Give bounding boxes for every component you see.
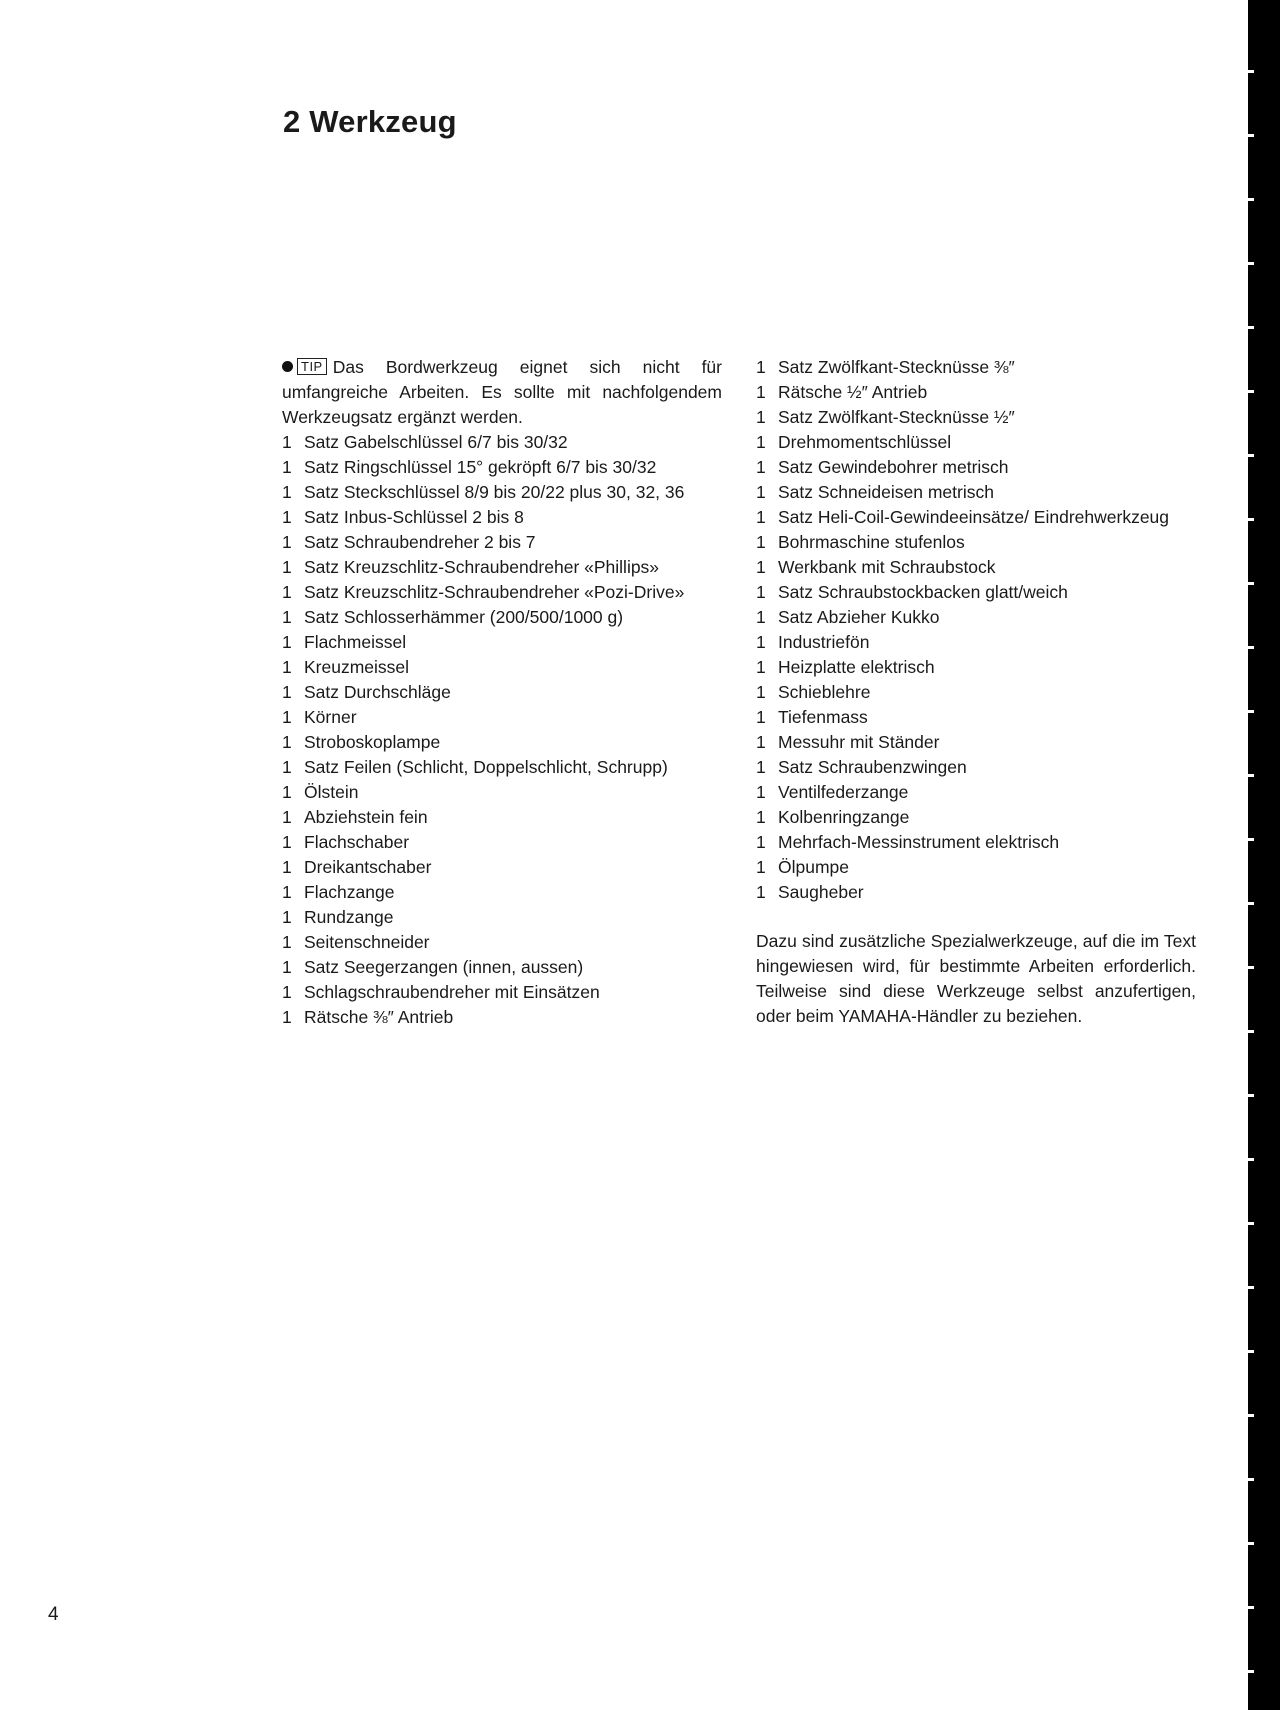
item-quantity: 1 [756, 482, 766, 502]
item-text: Satz Zwölfkant-Stecknüsse ½″ [778, 407, 1015, 427]
item-text: Satz Schraubstockbacken glatt/weich [778, 582, 1068, 602]
edge-tick [1248, 326, 1254, 329]
list-item [756, 730, 1196, 755]
edge-tick [1248, 582, 1254, 585]
item-quantity: 1 [282, 732, 292, 752]
item-quantity: 1 [282, 957, 292, 977]
list-item [282, 955, 722, 980]
item-text: Satz Inbus-Schlüssel 2 bis 8 [304, 507, 524, 527]
list-item [282, 705, 722, 730]
edge-tick [1248, 198, 1254, 201]
list-item [282, 580, 722, 605]
list-item [756, 455, 1196, 480]
edge-tick [1248, 1414, 1254, 1417]
item-quantity: 1 [756, 382, 766, 402]
item-text: Satz Gabelschlüssel 6/7 bis 30/32 [304, 432, 568, 452]
item-quantity: 1 [756, 607, 766, 627]
list-item [756, 880, 1196, 905]
item-text: Rundzange [304, 907, 394, 927]
item-text: Körner [304, 707, 357, 727]
list-item [282, 605, 722, 630]
item-quantity: 1 [756, 507, 766, 527]
item-quantity: 1 [282, 632, 292, 652]
list-item [282, 430, 722, 455]
item-quantity: 1 [282, 432, 292, 452]
item-quantity: 1 [282, 907, 292, 927]
item-quantity: 1 [282, 507, 292, 527]
item-quantity: 1 [756, 832, 766, 852]
edge-tick [1248, 1606, 1254, 1609]
item-quantity: 1 [756, 582, 766, 602]
item-quantity: 1 [756, 682, 766, 702]
edge-tick [1248, 70, 1254, 73]
list-item [756, 805, 1196, 830]
item-quantity: 1 [282, 982, 292, 1002]
item-quantity: 1 [756, 857, 766, 877]
list-item [756, 580, 1196, 605]
list-item [282, 755, 722, 780]
edge-tick [1248, 134, 1254, 137]
item-quantity: 1 [282, 1007, 292, 1027]
item-text: Rätsche ⅜″ Antrieb [304, 1007, 454, 1027]
edge-tick [1248, 1350, 1254, 1353]
edge-tick [1248, 710, 1254, 713]
item-text: Heizplatte elektrisch [778, 657, 935, 677]
edge-tick [1248, 262, 1254, 265]
list-item [282, 880, 722, 905]
edge-tick [1248, 1094, 1254, 1097]
list-item [756, 855, 1196, 880]
list-item [756, 480, 1196, 505]
item-text: Dreikantschaber [304, 857, 432, 877]
item-text: Rätsche ½″ Antrieb [778, 382, 928, 402]
tip-badge: TIP [297, 358, 327, 375]
item-quantity: 1 [756, 457, 766, 477]
item-text: Satz Schraubendreher 2 bis 7 [304, 532, 536, 552]
bullet-icon [282, 361, 293, 372]
tip-paragraph [282, 355, 722, 430]
item-text: Ventilfederzange [778, 782, 909, 802]
list-item [756, 755, 1196, 780]
edge-tick [1248, 518, 1254, 521]
edge-tick [1248, 646, 1254, 649]
tip-text: Das Bordwerkzeug eignet sich nicht für umfangreiche Arbeiten. Es sollte mit nachfolgendem Werkzeugsatz ergänzt werden. [282, 357, 722, 427]
item-text: Satz Durchschläge [304, 682, 451, 702]
item-text: Bohrmaschine stufenlos [778, 532, 965, 552]
item-text: Stroboskoplampe [304, 732, 441, 752]
list-item [282, 555, 722, 580]
item-quantity: 1 [756, 757, 766, 777]
item-quantity: 1 [282, 682, 292, 702]
item-quantity: 1 [282, 532, 292, 552]
item-quantity: 1 [756, 432, 766, 452]
edge-tick [1248, 966, 1254, 969]
special-tools-note: Dazu sind zusätzliche Spezialwerkzeuge, auf die im Text hingewiesen wird, für bestimmte Arbeiten erforderlich. Teilweise sind diese Werkzeuge selbst anzufertigen, oder beim YAMAHA-Händler zu beziehen. [756, 931, 1196, 1026]
item-text: Schlagschraubendreher mit Einsätzen [304, 982, 600, 1002]
item-quantity: 1 [756, 357, 766, 377]
item-quantity: 1 [282, 707, 292, 727]
item-quantity: 1 [756, 557, 766, 577]
tool-list-left [282, 430, 722, 1030]
list-item [282, 455, 722, 480]
list-item [756, 605, 1196, 630]
edge-tick [1248, 1158, 1254, 1161]
item-text: Satz Feilen (Schlicht, Doppelschlicht, Schrupp) [304, 757, 668, 777]
item-quantity: 1 [282, 657, 292, 677]
list-item [756, 405, 1196, 430]
list-item [282, 980, 722, 1005]
item-text: Satz Ringschlüssel 15° gekröpft 6/7 bis 30/32 [304, 457, 657, 477]
item-text: Satz Schlosserhämmer (200/500/1000 g) [304, 607, 624, 627]
list-item [282, 930, 722, 955]
list-item [282, 680, 722, 705]
item-quantity: 1 [756, 407, 766, 427]
item-text: Seitenschneider [304, 932, 430, 952]
item-quantity: 1 [756, 707, 766, 727]
list-item [282, 780, 722, 805]
item-text: Satz Gewindebohrer metrisch [778, 457, 1009, 477]
item-text: Tiefenmass [778, 707, 868, 727]
item-text: Satz Heli-Coil-Gewindeeinsätze/ Eindrehwerkzeug [778, 507, 1170, 527]
list-item [282, 505, 722, 530]
item-text: Satz Abzieher Kukko [778, 607, 940, 627]
item-quantity: 1 [756, 657, 766, 677]
list-item [756, 530, 1196, 555]
item-quantity: 1 [282, 882, 292, 902]
item-text: Flachzange [304, 882, 395, 902]
list-item [756, 780, 1196, 805]
list-item [282, 630, 722, 655]
edge-tick [1248, 1670, 1254, 1673]
edge-tick [1248, 1478, 1254, 1481]
list-item [756, 655, 1196, 680]
item-quantity: 1 [282, 557, 292, 577]
item-text: Satz Kreuzschlitz-Schraubendreher «Phillips» [304, 557, 660, 577]
right-column [756, 355, 1196, 1029]
item-text: Schieblehre [778, 682, 871, 702]
list-item [282, 655, 722, 680]
edge-tick [1248, 1542, 1254, 1545]
list-item [282, 480, 722, 505]
item-quantity: 1 [282, 807, 292, 827]
list-item [282, 805, 722, 830]
list-item [282, 855, 722, 880]
item-quantity: 1 [756, 882, 766, 902]
item-quantity: 1 [282, 832, 292, 852]
list-item [282, 1005, 722, 1030]
edge-tick [1248, 1222, 1254, 1225]
item-quantity: 1 [282, 782, 292, 802]
item-text: Abziehstein fein [304, 807, 428, 827]
item-quantity: 1 [756, 782, 766, 802]
item-text: Ölstein [304, 782, 359, 802]
section-title: 2 Werkzeug [283, 104, 457, 139]
item-quantity: 1 [756, 807, 766, 827]
list-item [756, 505, 1196, 530]
list-item [756, 380, 1196, 405]
item-text: Ölpumpe [778, 857, 850, 877]
item-text: Messuhr mit Ständer [778, 732, 940, 752]
edge-tick [1248, 1030, 1254, 1033]
list-item [756, 705, 1196, 730]
item-quantity: 1 [282, 757, 292, 777]
edge-tick [1248, 838, 1254, 841]
list-item [282, 830, 722, 855]
item-text: Werkbank mit Schraubstock [778, 557, 996, 577]
scan-edge [1248, 0, 1280, 1710]
item-quantity: 1 [756, 632, 766, 652]
item-text: Satz Seegerzangen (innen, aussen) [304, 957, 584, 977]
item-quantity: 1 [282, 932, 292, 952]
edge-tick [1248, 1286, 1254, 1289]
item-text: Industriefön [778, 632, 870, 652]
item-text: Satz Schneideisen metrisch [778, 482, 994, 502]
item-text: Flachschaber [304, 832, 410, 852]
list-item [756, 355, 1196, 380]
item-text: Satz Zwölfkant-Stecknüsse ⅜″ [778, 357, 1015, 377]
item-quantity: 1 [282, 607, 292, 627]
tool-list-right [756, 355, 1196, 905]
item-text: Kreuzmeissel [304, 657, 410, 677]
item-text: Satz Kreuzschlitz-Schraubendreher «Pozi-Drive» [304, 582, 685, 602]
item-text: Mehrfach-Messinstrument elektrisch [778, 832, 1060, 852]
item-quantity: 1 [282, 857, 292, 877]
item-text: Satz Schraubenzwingen [778, 757, 967, 777]
edge-tick [1248, 902, 1254, 905]
item-text: Drehmomentschlüssel [778, 432, 952, 452]
list-item [756, 680, 1196, 705]
list-item [756, 430, 1196, 455]
list-item [756, 830, 1196, 855]
page-number: 4 [48, 1604, 59, 1625]
item-quantity: 1 [756, 732, 766, 752]
item-quantity: 1 [282, 482, 292, 502]
edge-tick [1248, 774, 1254, 777]
list-item [282, 730, 722, 755]
item-quantity: 1 [756, 532, 766, 552]
list-item [282, 530, 722, 555]
edge-tick [1248, 390, 1254, 393]
item-text: Flachmeissel [304, 632, 407, 652]
list-item [756, 555, 1196, 580]
list-item [756, 630, 1196, 655]
item-text: Satz Steckschlüssel 8/9 bis 20/22 plus 30, 32, 36 [304, 482, 685, 502]
item-text: Kolbenringzange [778, 807, 910, 827]
item-quantity: 1 [282, 582, 292, 602]
edge-tick [1248, 454, 1254, 457]
item-text: Saugheber [778, 882, 864, 902]
list-item [282, 905, 722, 930]
left-column [282, 355, 722, 1030]
item-quantity: 1 [282, 457, 292, 477]
